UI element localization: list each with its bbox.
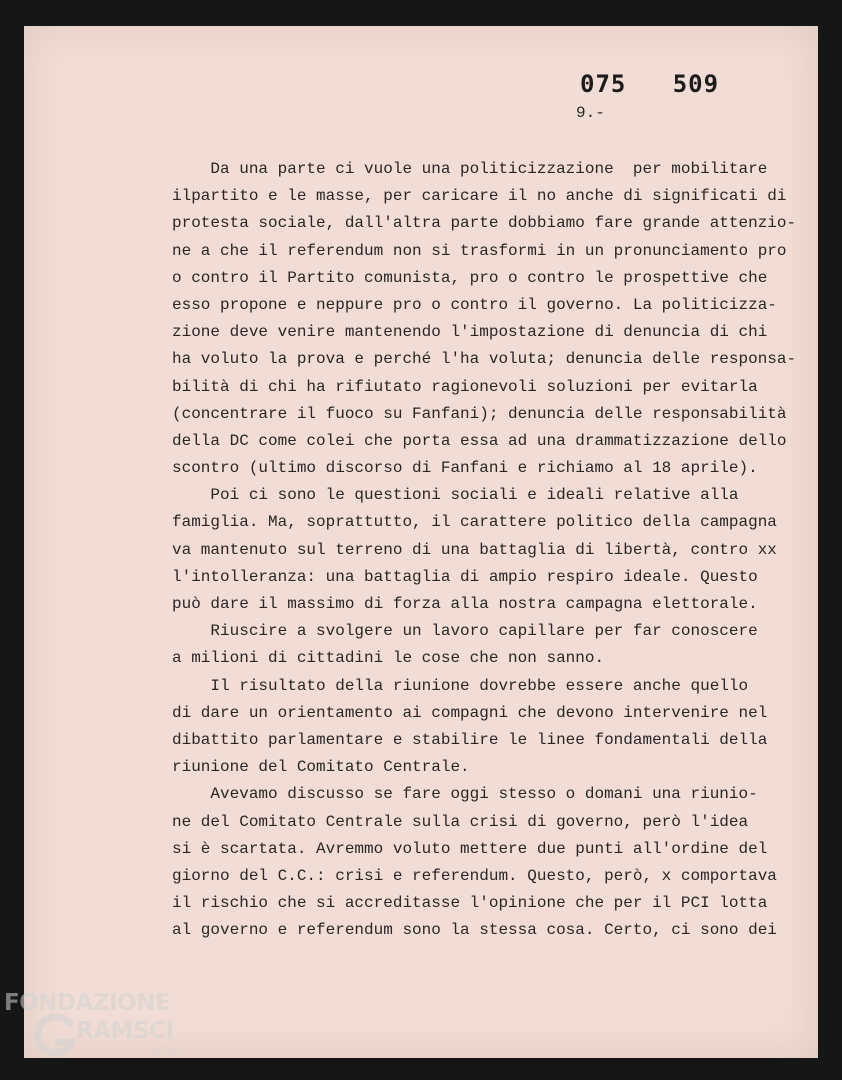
archive-number: 075 509: [580, 70, 720, 98]
text-line: Da una parte ci vuole una politicizzazione per mobilitare: [172, 160, 768, 178]
text-line: al governo e referendum sono la stessa cosa. Certo, ci sono dei: [172, 921, 777, 940]
watermark-line-2: RAMSCI: [76, 1018, 174, 1044]
text-line: giorno del C.C.: crisi e referendum. Questo, però, x comportava: [172, 866, 777, 885]
text-line: ha voluto la prova e perché l'ha voluta; denuncia delle responsa-: [172, 350, 797, 369]
text-line: scontro (ultimo discorso di Fanfani e richiamo al 18 aprile).: [172, 459, 758, 478]
text-line: Riuscire a svolgere un lavoro capillare per far conoscere: [172, 622, 758, 641]
text-line: bilità di chi ha rifiutato ragionevoli soluzioni per evitarla: [172, 377, 758, 396]
text-line: (concentrare il fuoco su Fanfani); denuncia delle responsabilità: [172, 404, 787, 423]
text-line: l'intolleranza: una battaglia di ampio respiro ideale. Questo: [172, 567, 758, 586]
text-line: di dare un orientamento ai compagni che devono intervenire nel: [172, 703, 768, 722]
gramsci-g-logo-icon: [34, 1012, 78, 1060]
text-line: zione deve venire mantenendo l'impostazione di denuncia di chi: [172, 323, 768, 342]
text-line: famiglia. Ma, soprattutto, il carattere politico della campagna: [172, 513, 777, 532]
text-line: ilpartito e le masse, per caricare il no anche di significati di: [172, 187, 787, 206]
text-line: riunione del Comitato Centrale.: [172, 758, 470, 777]
watermark-line-3: onlus: [152, 1046, 179, 1057]
text-line: esso propone e neppure pro o contro il governo. La politicizza-: [172, 295, 777, 314]
text-line: si è scartata. Avremmo voluto mettere due punti all'ordine del: [172, 839, 768, 858]
text-line: a milioni di cittadini le cose che non sanno.: [172, 649, 605, 668]
text-line: va mantenuto sul terreno di una battaglia di libertà, contro xx: [172, 540, 777, 559]
page-number: 9.-: [576, 104, 605, 122]
text-line: ne a che il referendum non si trasformi in un pronunciamento pro: [172, 241, 787, 260]
fondazione-gramsci-watermark: [4, 990, 214, 1070]
text-line: ne del Comitato Centrale sulla crisi di governo, però l'idea: [172, 812, 749, 831]
text-line: della DC come colei che porta essa ad una drammatizzazione dello: [172, 431, 787, 450]
text-line: Avevamo discusso se fare oggi stesso o domani una riunio-: [172, 785, 758, 804]
watermark-line-1: FONDAZIONE: [4, 990, 171, 1016]
text-line: il rischio che si accreditasse l'opinione che per il PCI lotta: [172, 894, 768, 913]
text-line: dibattito parlamentare e stabilire le linee fondamentali della: [172, 730, 768, 749]
text-line: Poi ci sono le questioni sociali e ideali relative alla: [172, 486, 739, 505]
text-line: o contro il Partito comunista, pro o contro le prospettive che: [172, 268, 768, 287]
typewritten-body: [172, 156, 812, 944]
text-line: può dare il massimo di forza alla nostra campagna elettorale.: [172, 595, 758, 613]
text-line: Il risultato della riunione dovrebbe essere anche quello: [172, 676, 749, 695]
text-line: protesta sociale, dall'altra parte dobbiamo fare grande attenzio-: [172, 214, 797, 233]
